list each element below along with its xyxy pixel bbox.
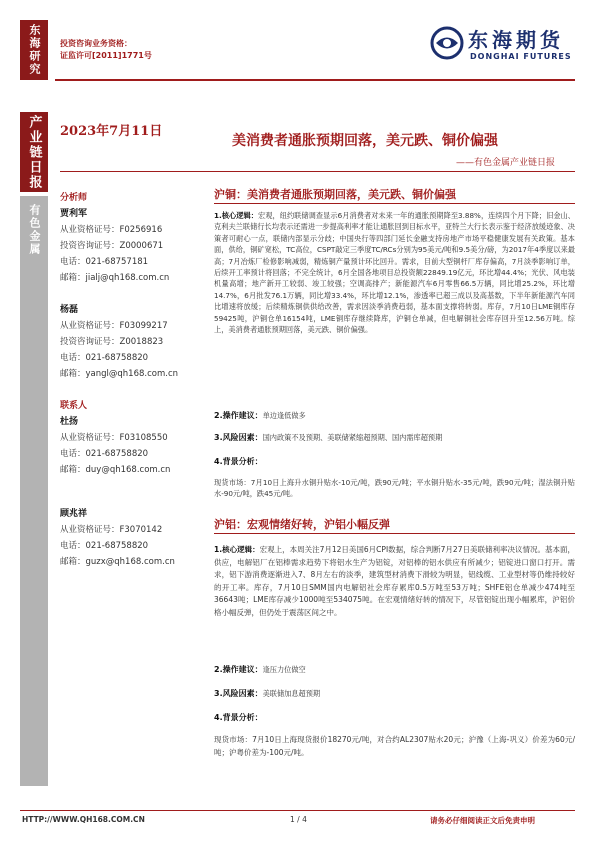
copper-heading: 沪铜：美消费者通胀预期回落，美元跌、铜价偏强 <box>214 188 456 201</box>
copper-risk-text: 国内政策不及预期、美联储紧缩超预期、国内需库超预期 <box>262 433 443 442</box>
contact-name: 顾兆祥 <box>60 509 88 519</box>
sector-tab <box>20 196 48 786</box>
copper-core-logic <box>214 210 575 335</box>
logo-cn-text: 东海期货 <box>468 28 564 52</box>
report-type-tab <box>20 112 48 192</box>
aluminum-heading: 沪铝：宏观情绪好转，沪铝小幅反弹 <box>214 518 390 531</box>
page-number: 1 / 4 <box>290 815 307 824</box>
report-date: 2023年7月11日 <box>60 124 163 139</box>
company-tab-label: 东海研究 <box>28 24 41 76</box>
aluminum-risk-label: 3.风险因素： <box>214 689 263 698</box>
contact-email[interactable]: 邮箱：duy@qh168.com.cn <box>60 465 171 475</box>
contact-phone: 电话：021-68758820 <box>60 541 149 551</box>
aluminum-bg-label: 4.背景分析： <box>214 713 263 722</box>
aluminum-advice <box>214 664 575 675</box>
copper-advice <box>214 410 575 421</box>
logo-en-text: DONGHAI FUTURES <box>470 52 572 61</box>
qualification-line2: 证监许可[2011]1771号 <box>60 51 152 60</box>
copper-core-label: 1.核心逻辑： <box>214 211 258 220</box>
contact-cert: 从业资格证号：F03108550 <box>60 433 168 443</box>
qualification-line1: 投资咨询业务资格： <box>60 39 132 48</box>
copper-advice-text: 单边逢低做多 <box>262 411 306 420</box>
aluminum-core-logic <box>214 544 575 620</box>
copper-heading-divider <box>214 203 575 204</box>
analyst-name: 杨磊 <box>60 305 79 315</box>
aluminum-core-label: 1.核心逻辑： <box>214 545 260 554</box>
aluminum-heading-divider <box>214 533 575 534</box>
analyst-advisor-cert: 投资咨询证号：Z0018823 <box>60 337 164 347</box>
contact-name: 杜扬 <box>60 417 79 427</box>
logo-mark-icon <box>430 26 464 60</box>
copper-advice-label: 2.操作建议： <box>214 411 263 420</box>
title-divider <box>60 171 575 172</box>
copper-risk-label: 3.风险因素： <box>214 433 263 442</box>
copper-bg-label: 4.背景分析： <box>214 457 263 466</box>
copper-bg-text: 现货市场：7月10日上海升水铜升贴水-10元/吨，跌90元/吨；平水铜升贴水-35元/吨，跌90元/吨；湿法铜升贴水-90元/吨，跌45元/吨。 <box>214 478 575 499</box>
analyst-cert: 从业资格证号：F03099217 <box>60 321 168 331</box>
company-logo <box>430 20 575 72</box>
analyst-heading: 分析师 <box>60 193 88 203</box>
report-subtitle: ——有色金属产业链日报 <box>456 158 556 168</box>
analyst-email[interactable]: 邮箱：jialj@qh168.com.cn <box>60 273 170 283</box>
contact-phone: 电话：021-68758820 <box>60 449 149 459</box>
aluminum-advice-label: 2.操作建议： <box>214 665 263 674</box>
aluminum-advice-text: 逢压力位做空 <box>262 665 306 674</box>
copper-risk <box>214 432 575 443</box>
company-tab <box>20 20 48 80</box>
aluminum-risk-text: 美联储加息超预期 <box>262 689 321 698</box>
footer-disclaimer: 请务必仔细阅读正文后免责申明 <box>430 816 535 825</box>
aluminum-risk <box>214 688 575 699</box>
aluminum-bg-text: 现货市场：7月10日上海现货报价18270元/吨，对合约AL2307贴水20元；沪豫（上海-巩义）价差为60元/吨；沪粤价差为-100元/吨。 <box>214 735 575 757</box>
report-title: 美消费者通胀预期回落，美元跌、铜价偏强 <box>232 133 498 149</box>
copper-core-text: 宏观，纽约联储调查显示6月消费者对未来一年的通胀预期降至3.88%，连续四个月下降；旧金山、克利夫兰联储行长均表示还需进一步提高利率才能让通胀回到目标水平，亚特兰大行长表示鉴于经济放缓迹象、决策者可耐心一点，联储内部显示分歧；中国央行等四部门延长金融支持房地产市场平稳健康发展有关政策。基本面，供给，铜矿宽松，TC高位，CSPT敲定三季度TC/RCs分别为95美元/吨和9.5美分/磅，为2017年4季度以来最高；7月冶炼厂检修影响减弱，精炼铜产量预计环比回升。需求，目前大型铜杆厂库存偏高，7月淡季影响订单，后续开工率预计将回落；不完全统计，6月全国各地项目总投资额22849.19亿元，环比增44.4%；光伏、风电装机量高增；地产新开工较弱、竣工较强；空调高排产；新能源汽车6月零售66.5万辆，同比增25.2%，环比增14.7%，6月批发76.1万辆，同比增33.4%，环比增12.1%，渗透率已超三成以及高基数，下半年新能源汽车同比增速将放缓；后续精炼铜供供给改善，需求因淡季消费趋弱，基本面支撑将转弱。库存，7月10日LME铜库存59425吨，沪铜仓单16154吨，LME铜库存继续降库，沪铜仓单减，但电解铜社会库存回升至12.56万吨。综上，美消费者通胀预期回落，美元跌、铜价偏强。 <box>214 211 575 335</box>
aluminum-core-text: 宏观上，本周关注7月12日美国6月CPI数据，综合判断7月27日美联储利率决议情况。基本面，供应，电解铝厂在铝棒需求趋势下将铝水生产为铝锭，对铝棒的铝水供应有所减少；铝锭进口窗口打开。需求，铝下游消费逐渐进入7、8月左右的淡季，建筑型材消费下滑较为明显，铝线缆、工业型材等仍维持较好的开工率。库存，7月10日SMM国内电解铝社会库存累库0.5万吨至53万吨；SHFE铝仓单减少474吨至36643吨；LME库存减少1000吨至534075吨。在宏观情绪好转的情况下，尽管铝锭出现小幅累库，沪铝价格小幅反弹，但仍处于震荡区间之中。 <box>214 545 575 617</box>
footer-divider <box>20 810 575 811</box>
contact-cert: 从业资格证号：F3070142 <box>60 525 163 535</box>
analyst-name: 贾利军 <box>60 209 88 219</box>
report-type-label: 产业链日报 <box>26 114 42 190</box>
analyst-email[interactable]: 邮箱：yangl@qh168.com.cn <box>60 369 179 379</box>
analyst-advisor-cert: 投资咨询证号：Z0000671 <box>60 241 164 251</box>
contact-email[interactable]: 邮箱：guzx@qh168.com.cn <box>60 557 175 567</box>
analyst-phone: 电话：021-68758820 <box>60 353 149 363</box>
analyst-cert: 从业资格证号：F0256916 <box>60 225 163 235</box>
qualification-info <box>60 38 152 62</box>
analyst-phone: 电话：021-68757181 <box>60 257 149 267</box>
analyst-sidebar <box>60 190 210 570</box>
sector-tab-label: 有色金属 <box>28 204 41 256</box>
header-divider <box>55 79 575 81</box>
footer-url[interactable]: HTTP://WWW.QH168.COM.CN <box>22 815 145 824</box>
contact-heading: 联系人 <box>60 401 88 411</box>
